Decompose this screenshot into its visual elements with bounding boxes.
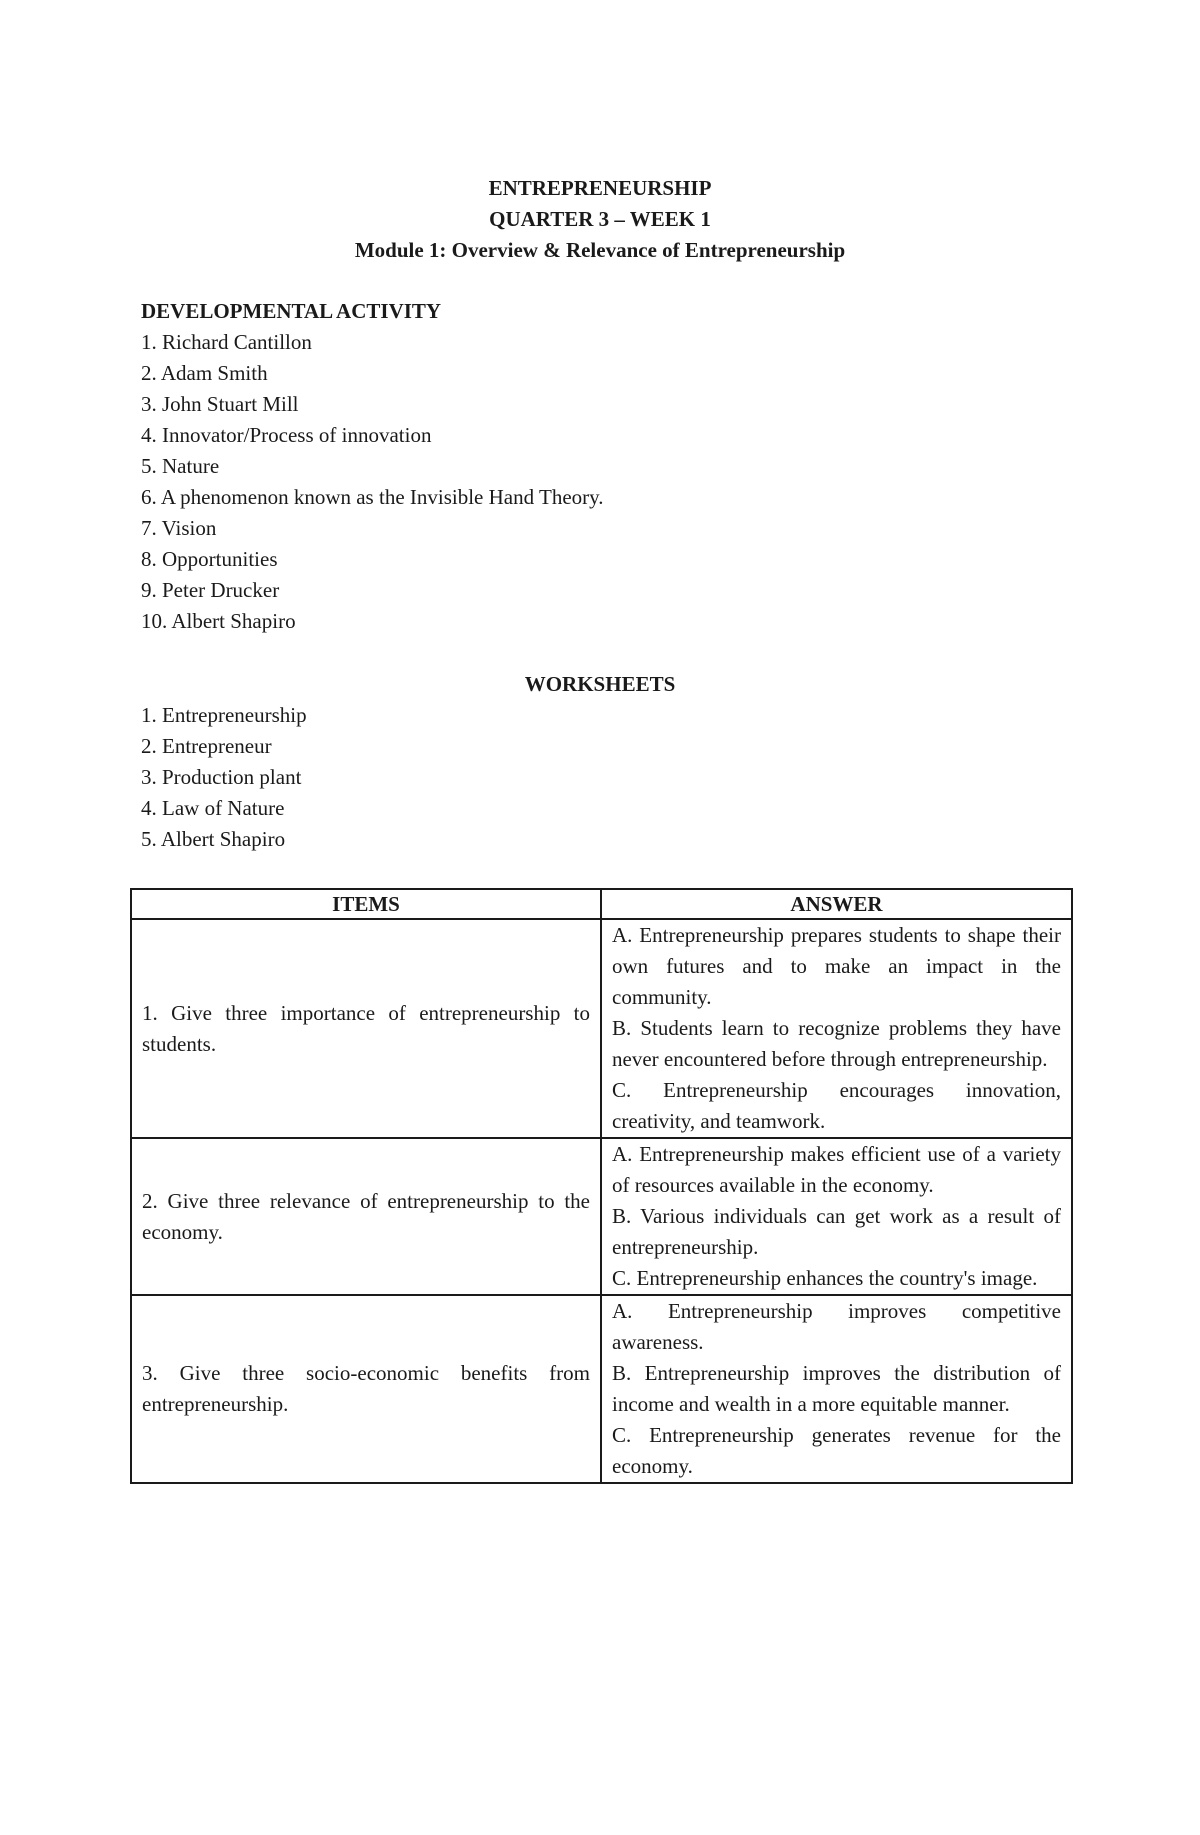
answer-cell: [601, 919, 1072, 1138]
item-cell: 3. Give three socio-economic benefits from entrepreneurship.: [131, 1295, 601, 1483]
list-item: 4. Innovator/Process of innovation: [141, 423, 432, 447]
answer-line: B. Various individuals can get work as a result of entrepreneurship.: [612, 1204, 1061, 1259]
table-row: [131, 919, 1072, 1138]
answer-line: C. Entrepreneurship enhances the country's image.: [612, 1266, 1038, 1290]
list-item: 6. A phenomenon known as the Invisible Hand Theory.: [141, 485, 604, 509]
items-column-header: ITEMS: [131, 889, 601, 919]
worksheets-list: [141, 700, 307, 855]
list-item: 3. Production plant: [141, 765, 302, 789]
list-item: 1. Richard Cantillon: [141, 330, 312, 354]
answer-cell: [601, 1295, 1072, 1483]
list-item: 4. Law of Nature: [141, 796, 285, 820]
module-title: Module 1: Overview & Relevance of Entrepreneurship: [354, 238, 846, 262]
answer-column-header: ANSWER: [601, 889, 1072, 919]
list-item: 5. Nature: [141, 454, 220, 478]
answer-cell: [601, 1138, 1072, 1295]
worksheets-heading: WORKSHEETS: [524, 672, 676, 696]
answer-line: A. Entrepreneurship makes efficient use of a variety of resources available in the economy.: [612, 1142, 1061, 1197]
items-answer-table: [130, 888, 1073, 1484]
list-item: 3. John Stuart Mill: [141, 392, 299, 416]
list-item: 5. Albert Shapiro: [141, 827, 286, 851]
answer-line: C. Entrepreneurship generates revenue for the economy.: [612, 1423, 1061, 1478]
table-header-row: [131, 889, 1072, 919]
item-cell: 2. Give three relevance of entrepreneurship to the economy.: [131, 1138, 601, 1295]
answer-line: C. Entrepreneurship encourages innovation, creativity, and teamwork.: [612, 1078, 1061, 1133]
list-item: 9. Peter Drucker: [141, 578, 280, 602]
document-title: ENTREPRENEURSHIP: [488, 176, 712, 200]
list-item: 2. Entrepreneur: [141, 734, 272, 758]
answer-line: B. Entrepreneurship improves the distribution of income and wealth in a more equitable manner.: [612, 1361, 1061, 1416]
item-cell: 1. Give three importance of entrepreneurship to students.: [131, 919, 601, 1138]
table-row: [131, 1295, 1072, 1483]
developmental-activity-list: [141, 327, 604, 637]
answer-line: A. Entrepreneurship improves competitive awareness.: [612, 1299, 1061, 1354]
list-item: 7. Vision: [141, 516, 217, 540]
list-item: 8. Opportunities: [141, 547, 278, 571]
answer-line: B. Students learn to recognize problems they have never encountered before through entrepreneurship.: [612, 1016, 1061, 1071]
list-item: 2. Adam Smith: [141, 361, 268, 385]
developmental-activity-heading: DEVELOPMENTAL ACTIVITY: [141, 299, 442, 323]
answer-line: A. Entrepreneurship prepares students to shape their own futures and to make an impact in the community.: [612, 923, 1061, 1009]
table-row: [131, 1138, 1072, 1295]
list-item: 1. Entrepreneurship: [141, 703, 307, 727]
list-item: 10. Albert Shapiro: [141, 609, 296, 633]
quarter-week: QUARTER 3 – WEEK 1: [489, 207, 711, 231]
